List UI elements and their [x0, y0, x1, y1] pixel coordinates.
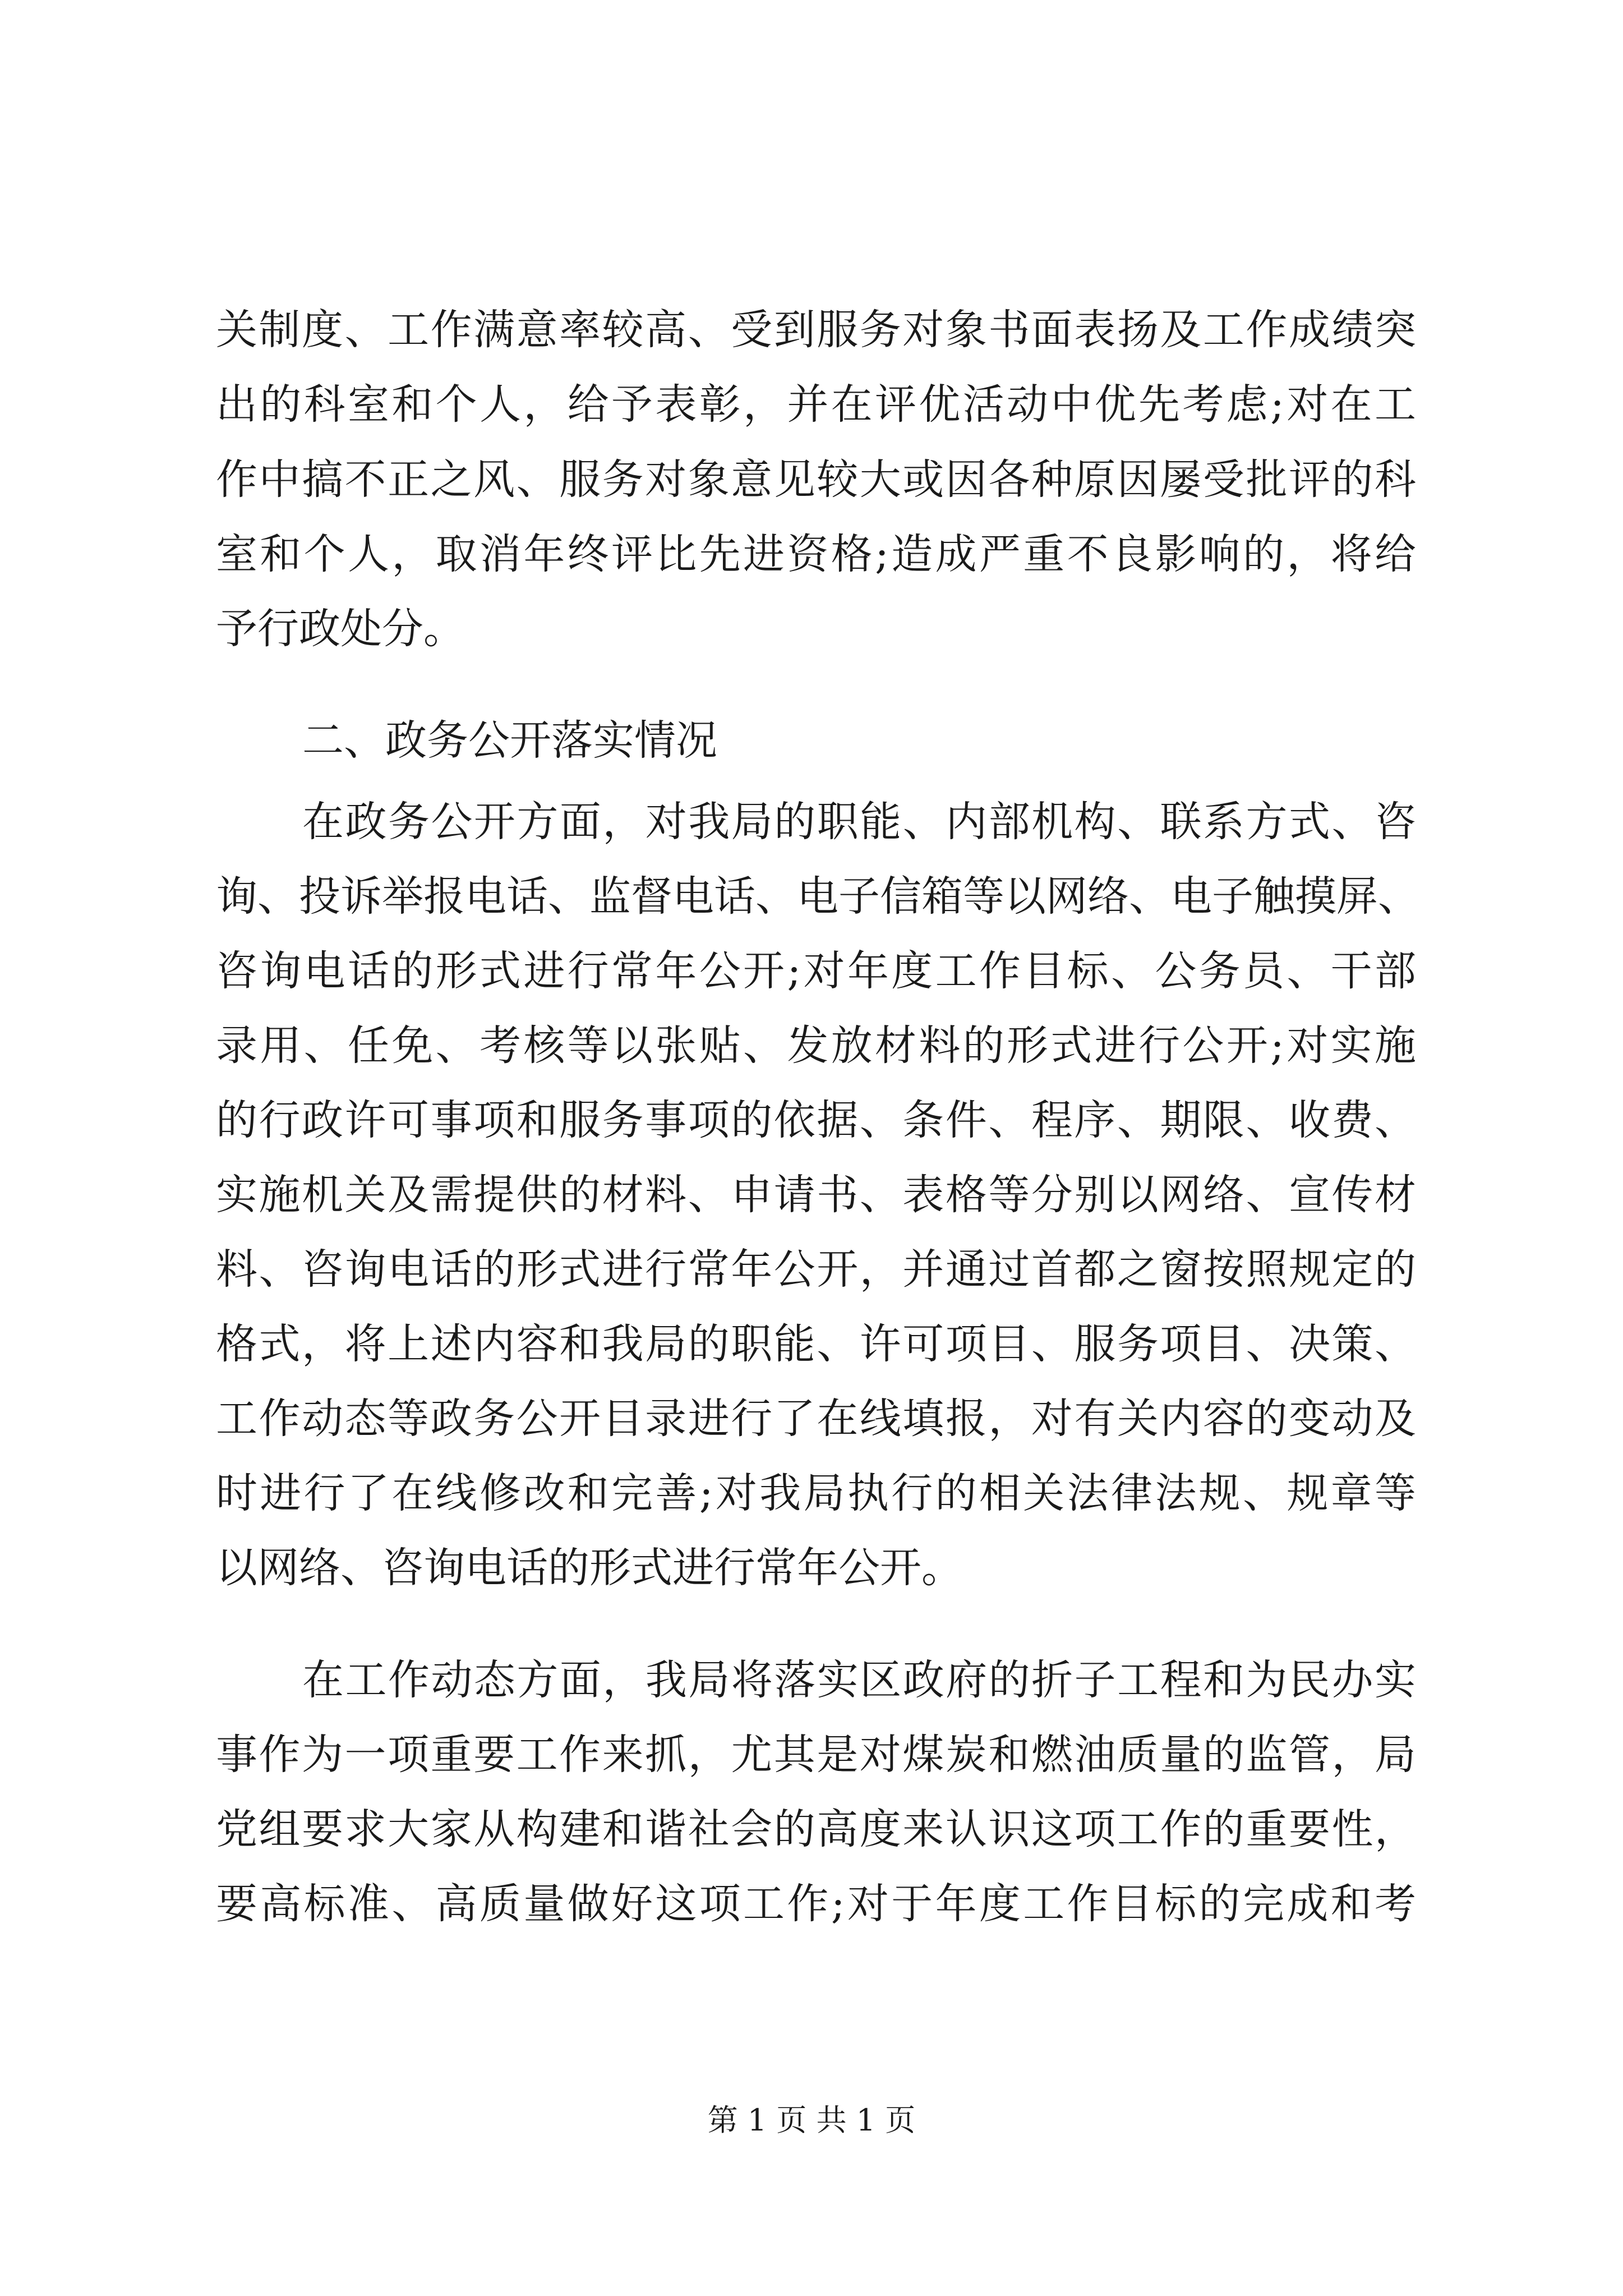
paragraph-2-line-5: 的行政许可事项和服务事项的依据、条件、程序、期限、收费、: [216, 1096, 1416, 1144]
paragraph-3-line-2: 事作为一项重要工作来抓，尤其是对煤炭和燃油质量的监管，局: [216, 1731, 1416, 1779]
paragraph-1-line-3: 作中搞不正之风、服务对象意见较大或因各种原因屡受批评的科: [216, 455, 1416, 504]
paragraph-2-line-8: 格式，将上述内容和我局的职能、许可项目、服务项目、决策、: [216, 1320, 1416, 1368]
page-footer: [0, 2098, 1623, 2143]
paragraph-1-line-2: 出的科室和个人，给予表彰，并在评优活动中优先考虑;对在工: [216, 380, 1416, 429]
paragraph-1-line-4: 室和个人，取消年终评比先进资格;造成严重不良影响的，将给: [216, 530, 1416, 578]
paragraph-2-line-2: 询、投诉举报电话、监督电话、电子信箱等以网络、电子触摸屏、: [216, 872, 1419, 921]
paragraph-2-line-6: 实施机关及需提供的材料、申请书、表格等分别以网络、宣传材: [216, 1171, 1416, 1219]
paragraph-2-line-1: 在政务公开方面，对我局的职能、内部机构、联系方式、咨: [302, 798, 1416, 846]
paragraph-1-line-1: 关制度、工作满意率较高、受到服务对象书面表扬及工作成绩突: [216, 306, 1416, 354]
page-number-label: 第 1 页 共 1 页: [707, 2102, 916, 2138]
paragraph-2-line-3: 咨询电话的形式进行常年公开;对年度工作目标、公务员、干部: [216, 947, 1416, 995]
paragraph-2-line-10: 时进行了在线修改和完善;对我局执行的相关法律法规、规章等: [216, 1469, 1416, 1517]
paragraph-2-line-7: 料、咨询电话的形式进行常年公开，并通过首都之窗按照规定的: [216, 1245, 1416, 1294]
paragraph-3-line-3: 党组要求大家从构建和谐社会的高度来认识这项工作的重要性，: [216, 1805, 1416, 1853]
section-heading: 二、政务公开落实情况: [302, 716, 717, 765]
paragraph-1-line-5: 予行政处分。: [216, 605, 465, 653]
paragraph-2-line-9: 工作动态等政务公开目录进行了在线填报，对有关内容的变动及: [216, 1395, 1416, 1443]
paragraph-3-line-1: 在工作动态方面，我局将落实区政府的折子工程和为民办实: [302, 1656, 1416, 1704]
paragraph-3-line-4: 要高标准、高质量做好这项工作;对于年度工作目标的完成和考: [216, 1880, 1416, 1928]
paragraph-2-line-11: 以网络、咨询电话的形式进行常年公开。: [216, 1544, 963, 1592]
paragraph-2-line-4: 录用、任免、考核等以张贴、发放材料的形式进行公开;对实施: [216, 1022, 1416, 1070]
